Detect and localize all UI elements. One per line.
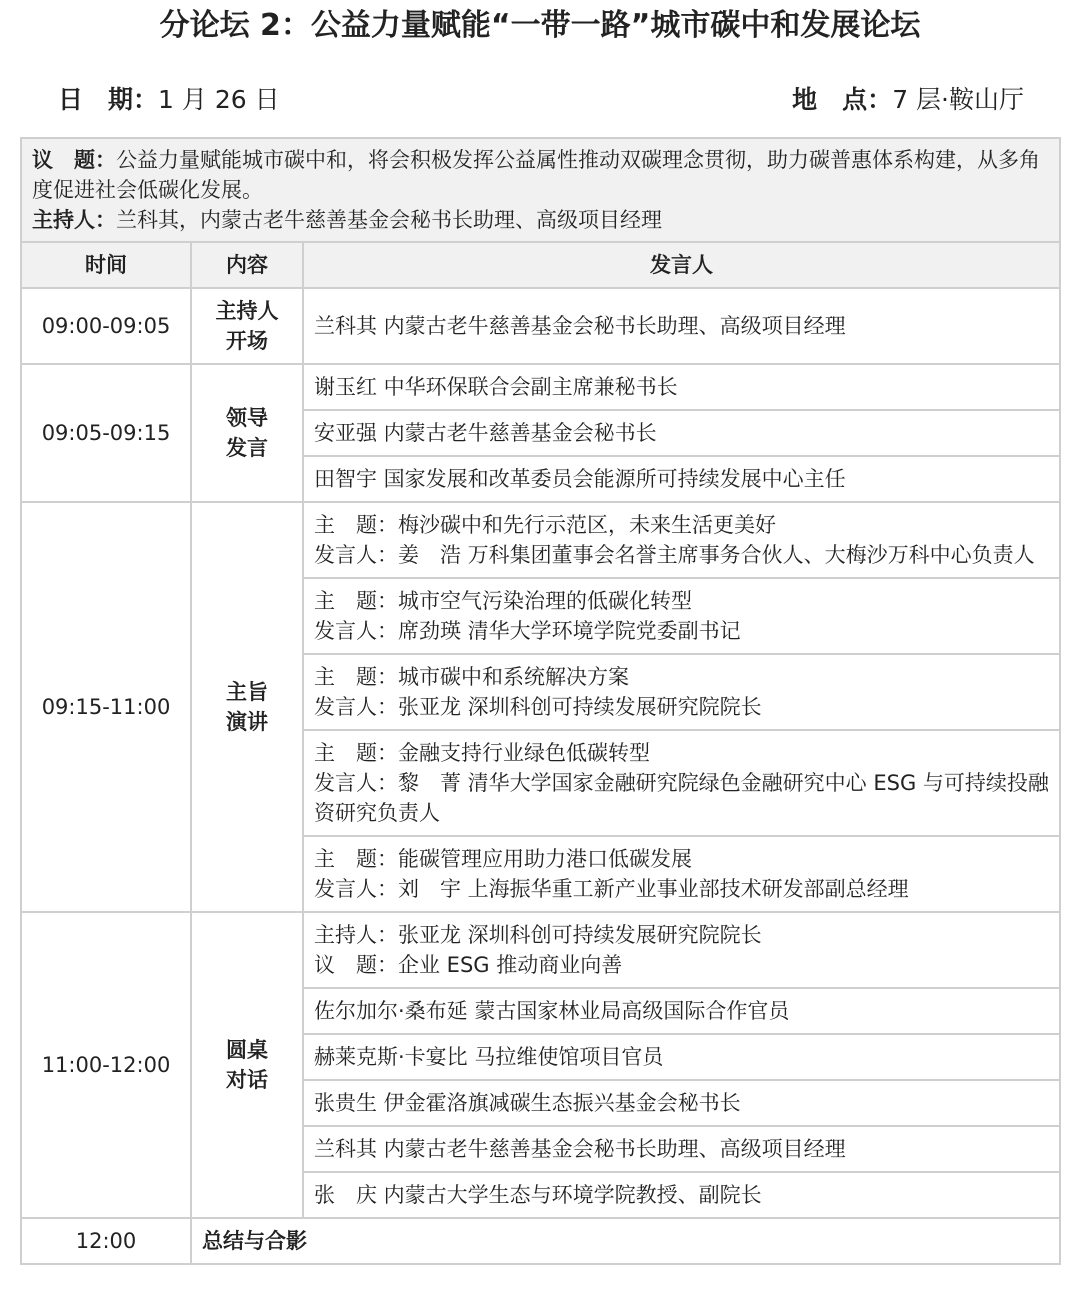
host-label: 主持人：: [32, 208, 116, 232]
speaker-cell: [303, 1126, 1060, 1172]
place-value: 7 层·鞍山厅: [892, 85, 1024, 114]
speaker-line: 发言人：黎 菁 清华大学国家金融研究院绿色金融研究中心 ESG 与可持续投融资研究负责人: [314, 771, 1049, 825]
host-line: [32, 205, 1049, 235]
session-content: [191, 502, 303, 912]
session-content-line: 发言: [226, 436, 268, 460]
session-time: 09:15-11:00: [21, 502, 191, 912]
speaker-line: 发言人：刘 宇 上海振华重工新产业事业部技术研发部副总经理: [314, 877, 909, 901]
speaker-cell: [303, 836, 1060, 912]
speaker-cell: [303, 456, 1060, 502]
date-label: 日 期：: [58, 85, 159, 114]
speaker-cell: [303, 988, 1060, 1034]
closing-row: [21, 1218, 1060, 1264]
session-content: [191, 912, 303, 1218]
speaker-line: 谢玉红 中华环保联合会副主席兼秘书长: [314, 375, 678, 399]
closing-time: 12:00: [21, 1218, 191, 1264]
speaker-cell: [303, 654, 1060, 730]
speaker-line: 发言人：姜 浩 万科集团董事会名誉主席事务合伙人、大梅沙万科中心负责人: [314, 543, 1035, 567]
intro-row: [21, 138, 1060, 242]
table-row: [21, 288, 1060, 364]
session-content-line: 主旨: [226, 680, 268, 704]
topic-line: [32, 145, 1049, 205]
session-content: [191, 364, 303, 502]
speaker-line: 主 题：金融支持行业绿色低碳转型: [314, 741, 650, 765]
event-date: [58, 80, 280, 120]
session-content-line: 领导: [226, 406, 268, 430]
page-title: 分论坛 2：公益力量赋能“一带一路”城市碳中和发展论坛: [159, 8, 921, 43]
host-value: 兰科其，内蒙古老牛慈善基金会秘书长助理、高级项目经理: [116, 208, 662, 232]
speaker-line: 安亚强 内蒙古老牛慈善基金会秘书长: [314, 421, 657, 445]
speaker-line: 主 题：城市碳中和系统解决方案: [314, 665, 629, 689]
place-label: 地 点：: [792, 85, 893, 114]
speaker-line: 主持人：张亚龙 深圳科创可持续发展研究院院长: [314, 923, 762, 947]
speaker-line: 佐尔加尔·桑布延 蒙古国家林业局高级国际合作官员: [314, 999, 790, 1023]
session-content-line: 圆桌: [226, 1038, 268, 1062]
table-row: [21, 364, 1060, 410]
speaker-line: 田智宇 国家发展和改革委员会能源所可持续发展中心主任: [314, 467, 846, 491]
header-row: [21, 242, 1060, 288]
speaker-line: 赫莱克斯·卡宴比 马拉维使馆项目官员: [314, 1045, 664, 1069]
topic-label: 议 题：: [32, 148, 116, 172]
session-time: 09:00-09:05: [21, 288, 191, 364]
agenda-table: [20, 137, 1061, 1265]
session-content: [191, 288, 303, 364]
speaker-line: 张贵生 伊金霍洛旗减碳生态振兴基金会秘书长: [314, 1091, 741, 1115]
speaker-cell: [303, 364, 1060, 410]
speaker-cell: [303, 410, 1060, 456]
speaker-cell: [303, 730, 1060, 836]
speaker-cell: [303, 288, 1060, 364]
intro-cell: [21, 138, 1060, 242]
speaker-line: 主 题：能碳管理应用助力港口低碳发展: [314, 847, 692, 871]
column-header-speaker: 发言人: [303, 242, 1060, 288]
date-value: 1 月 26 日: [158, 85, 280, 114]
table-row: [21, 502, 1060, 578]
speaker-line: 张 庆 内蒙古大学生态与环境学院教授、副院长: [314, 1183, 762, 1207]
column-header-time: 时间: [21, 242, 191, 288]
speaker-cell: [303, 1080, 1060, 1126]
speaker-cell: [303, 1034, 1060, 1080]
speaker-line: 议 题：企业 ESG 推动商业向善: [314, 953, 623, 977]
topic-value: 公益力量赋能城市碳中和，将会积极发挥公益属性推动双碳理念贯彻，助力碳普惠体系构建，从多角度促进社会低碳化发展。: [32, 148, 1040, 202]
speaker-cell: [303, 502, 1060, 578]
speaker-cell: [303, 912, 1060, 988]
speaker-cell: [303, 1172, 1060, 1218]
event-place: [792, 80, 1024, 120]
closing-content: 总结与合影: [191, 1218, 1060, 1264]
speaker-line: 发言人：张亚龙 深圳科创可持续发展研究院院长: [314, 695, 762, 719]
speaker-line: 兰科其 内蒙古老牛慈善基金会秘书长助理、高级项目经理: [314, 1137, 846, 1161]
session-content-line: 开场: [226, 329, 268, 353]
session-content-line: 演讲: [226, 710, 268, 734]
column-header-content: 内容: [191, 242, 303, 288]
session-content-line: 对话: [226, 1068, 268, 1092]
session-time: 11:00-12:00: [21, 912, 191, 1218]
session-content-line: 主持人: [215, 299, 279, 323]
session-time: 09:05-09:15: [21, 364, 191, 502]
speaker-line: 发言人：席劲瑛 清华大学环境学院党委副书记: [314, 619, 741, 643]
speaker-line: 主 题：城市空气污染治理的低碳化转型: [314, 589, 692, 613]
table-row: [21, 912, 1060, 988]
speaker-line: 兰科其 内蒙古老牛慈善基金会秘书长助理、高级项目经理: [314, 314, 846, 338]
speaker-cell: [303, 578, 1060, 654]
speaker-line: 主 题：梅沙碳中和先行示范区，未来生活更美好: [314, 513, 776, 537]
